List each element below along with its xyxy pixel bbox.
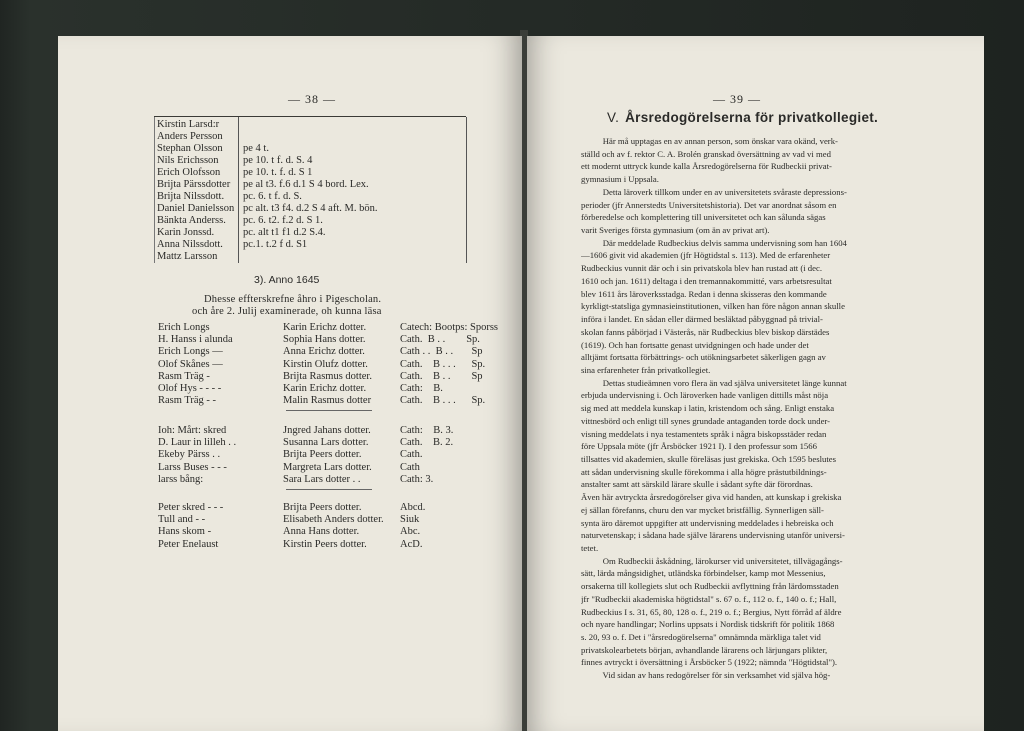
staff-name: Kirstin Larsd:r <box>157 119 220 130</box>
subjects: Cath: 3. <box>400 473 434 485</box>
subjects: Cath . . B . . Sp <box>400 346 483 358</box>
chapter-title <box>607 110 878 125</box>
pupil-name: Susanna Lars dotter. <box>283 437 369 449</box>
text-line: kyrkligt-statsliga gymnasieinstitutionen, vilken han före någon annan skulle <box>581 301 845 312</box>
chapter-roman-numeral: V. <box>607 110 620 125</box>
subjects: Cath. B . . Sp. <box>400 334 480 346</box>
staff-name: Brijta Nilssdott. <box>157 191 225 202</box>
pupil-name: Anna Erichz dotter. <box>283 346 365 358</box>
pupil-name: Kirstin Peers dotter. <box>283 538 367 550</box>
text-line: ett modernt uttryck kunde kalla Årsredogörelserna för Rudbeckii privat- <box>581 161 832 172</box>
parent-name: Larss Buses - - - <box>158 461 227 473</box>
parent-name: Olof Hys - - - - <box>158 383 222 394</box>
text-line: —1606 givit vid akademien (jfr Högtidstal s. 113). Med de erfarenheter <box>581 250 831 261</box>
text-line: Detta läroverk tillkom under en av universitetets svåraste depressions- <box>581 186 847 197</box>
text-line: Här må upptagas en av annan person, som önskar vara okänd, verk- <box>581 136 838 146</box>
text-line: sig med att meddela kunskap i latin, kristendom och sång. Enligt enstaka <box>581 403 835 414</box>
subjects: Abc. <box>400 526 421 538</box>
pupil-name: Margreta Lars dotter. <box>283 461 372 473</box>
staff-name: Stephan Olsson <box>157 143 223 154</box>
text-line: (1619). Och han fortsatte genast utvidgningen och hade under det <box>581 339 809 350</box>
pupil-name: Sara Lars dotter . . <box>283 473 361 485</box>
subjects: Catech: Bootps: Sporss <box>400 322 499 333</box>
parent-name: Peter Enelaust <box>158 538 219 550</box>
left-page <box>58 36 522 731</box>
parent-name: Hans skom - <box>158 526 212 538</box>
text-line: perioder (jfr Annerstedts Universitetshistoria). Det var anordnat såsom en <box>581 199 837 210</box>
staff-info: pe 10. t. f. d. S 1 <box>243 167 313 178</box>
parent-name: Erich Longs — <box>158 346 223 358</box>
subjects: AcD. <box>400 538 423 550</box>
staff-info: pc. alt t1 f1 d.2 S.4. <box>243 227 326 238</box>
pupil-name: Brijta Peers dotter. <box>283 449 362 461</box>
text-line: tillsattes vid akademien, skulle föreläsas just grekiska. Och 1595 beslutes <box>581 453 837 464</box>
group-separator-2 <box>286 489 372 490</box>
text-line: ej sällan förefanns, churu den var mycket bristfällig. Synnerligen säll- <box>581 504 824 515</box>
text-line: införa i landet. En sådan eller därmed besläktad påbyggnad på trivial- <box>581 314 823 325</box>
parent-name: Peter skred - - - <box>158 502 224 513</box>
text-line: visning meddelats i nya testamentets språk i några biskopsstäder redan <box>581 428 827 439</box>
text-line: Där meddelade Rudbeckius delvis samma undervisning som han 1604 <box>581 237 847 248</box>
anno-intro-line-1: Dhesse effterskrefne åhro i Pigescholan. <box>204 294 382 305</box>
text-line: Om Rudbeckii åskådning, lärokurser vid universitetet, tillvägagångs- <box>581 555 843 566</box>
pupil-name: Malin Rasmus dotter <box>283 395 372 407</box>
text-line: varit Sveriges första gymnasium (om än av privat art). <box>581 225 770 236</box>
text-line: erbjuda undervisning i. Och läroverken hade vanligen dittills måst nöja <box>581 390 829 401</box>
subjects: Cath. B . . . Sp. <box>400 358 486 370</box>
anno-heading: 3). Anno 1645 <box>254 274 320 286</box>
parent-name: Ekeby Pärss . . <box>158 449 221 461</box>
table-border-left <box>154 117 155 263</box>
staff-name: Anders Persson <box>157 131 223 142</box>
pupil-name: Brijta Rasmus dotter. <box>283 370 372 382</box>
staff-name: Erich Olofsson <box>157 167 221 178</box>
staff-name: Karin Jonssd. <box>157 227 215 238</box>
text-line: sätt, lärda mångsidighet, utländska förbindelser, kamp mot Messenius, <box>581 568 826 579</box>
text-line: Rudbeckius vunnit där och i sin privatskola blev han rustad att (i dec. <box>581 263 823 274</box>
text-line: blev 1611 års läroverksstadga. Redan i denna skisseras den kommande <box>581 288 827 299</box>
staff-info: pc.1. t.2 f d. S1 <box>243 239 308 250</box>
subjects: Abcd. <box>400 502 426 513</box>
right-page <box>527 36 984 731</box>
pupil-name: Elisabeth Anders dotter. <box>283 514 384 526</box>
text-line: förberedelse och komplettering till universitetet och kan sålunda sägas <box>581 212 826 223</box>
pupil-name: Karin Erichz dotter. <box>283 383 367 394</box>
text-line: alltjämt fortsatta förbättrings- och utökningsarbetet säkerligen gagn av <box>581 352 826 363</box>
page-number-left: — 38 — <box>288 92 336 106</box>
chapter-title-text: Årsredogörelserna för privatkollegiet. <box>625 110 879 125</box>
table-column-divider <box>238 117 239 263</box>
staff-name: Mattz Larsson <box>157 251 218 262</box>
staff-table <box>154 116 466 263</box>
parent-name: H. Hanss i alunda <box>158 334 233 346</box>
pupil-name: Jngred Jahans dotter. <box>283 425 371 436</box>
staff-info: pe 10. t f. d. S. 4 <box>243 155 313 166</box>
subjects: Cath: B. 3. <box>400 425 454 436</box>
staff-name: Brijta Pärssdotter <box>157 179 231 190</box>
text-line: privatskolearbetets början, avhandlande lärarens och lärjungars plikter, <box>581 644 828 655</box>
staff-name: Daniel Danielsson <box>157 203 235 214</box>
text-line: före Uppsala möte (jfr Årsböcker 1921 I). I den professur som 1566 <box>581 441 817 452</box>
subjects: Cath <box>400 461 420 473</box>
subjects: Cath. <box>400 449 423 461</box>
staff-name: Bänkta Anderss. <box>157 215 226 226</box>
staff-info: pe al t3. f.6 d.1 S 4 bord. Lex. <box>243 179 369 190</box>
text-line: naturvetenskap; i sådana hade själve lärarens undervisning utanför universi- <box>581 530 845 541</box>
text-line: vittnesbörd och enligt till synes grundade antaganden torde dock under- <box>581 415 831 426</box>
staff-info: pe 4 t. <box>243 143 269 154</box>
text-line: Dettas studieämnen voro flera än vad själva universitetet länge kunnat <box>581 377 847 388</box>
parent-name: Rasm Träg - <box>158 370 210 382</box>
text-line: Även här avtryckta årsredogörelser giva vid handen, att kunskap i grekiska <box>581 492 842 503</box>
pupil-name: Anna Hans dotter. <box>283 526 360 538</box>
text-line: Rudbeckius I s. 31, 65, 80, 128 o. f., 219 o. f.; Bergius, Nytt förråd af äldre <box>581 606 842 617</box>
text-line: att sådan undervisning skulle förekomma i alla högre prästutbildnings- <box>581 466 827 477</box>
pupil-name: Kirstin Olufz dotter. <box>283 358 368 370</box>
subjects: Cath. B . . Sp <box>400 370 483 382</box>
group-separator-1 <box>286 410 372 411</box>
text-line: finnes avtryckt i översättning i Årsböcker 5 (1922; nämnda "Högtidstal"). <box>581 657 838 668</box>
text-line: jfr "Rudbeckii akademiska högtidstal" s. 67 o. f., 112 o. f., 140 o. f.; Hall, <box>581 593 837 604</box>
pupil-name: Karin Erichz dotter. <box>283 322 367 333</box>
text-line: sina erfarenheter från privatkollegiet. <box>581 364 711 375</box>
text-line: skolan fanns påbörjad i Västerås, när Rudbeckius blev biskop därstädes <box>581 326 830 337</box>
text-line: s. 20, 93 o. f. Det i "årsredogörelserna" omnämnda märkliga talet vid <box>581 632 821 643</box>
parent-name: Rasm Träg - - <box>158 395 217 407</box>
staff-name: Anna Nilssdott. <box>157 239 223 250</box>
text-line: synta äro däremot uppgifter att undervisning meddelades i hebreiska och <box>581 517 834 528</box>
staff-name: Nils Erichsson <box>157 155 219 166</box>
table-border-right <box>466 117 467 263</box>
anno-intro-line-2: och åre 2. Julij examinerade, oh kunna läsa <box>192 306 382 317</box>
page-number-right: — 39 — <box>713 92 761 106</box>
subjects: Cath. B . . . Sp. <box>400 395 486 407</box>
subjects: Siuk <box>400 514 420 526</box>
subjects: Cath. B. 2. <box>400 437 454 449</box>
parent-name: larss bång: <box>158 473 204 485</box>
body-text <box>581 135 937 682</box>
subjects: Cath: B. <box>400 383 443 394</box>
parent-name: Tull and - - <box>158 514 206 526</box>
text-line: ställd och av f. rektor C. A. Brolén granskad översättning av vad vi med <box>581 148 831 159</box>
text-line: Vid sidan av hans redogörelser för sin verksamhet vid själva hög- <box>581 670 831 681</box>
text-line: 1610 och jan. 1611) deltaga i den tremannakommitté, vars arbetsresultat <box>581 275 832 286</box>
parent-name: Olof Skånes — <box>158 358 223 370</box>
staff-info: pc. 6. t2. f.2 d. S 1. <box>243 215 323 226</box>
text-line: tetet. <box>581 543 599 553</box>
parent-name: Ioh: Mårt: skred <box>158 425 227 436</box>
text-line: och nyare handlingar; Norlins uppsats i Nordisk tidskrift för politik 1868 <box>581 619 835 630</box>
pupil-name: Sophia Hans dotter. <box>283 334 366 346</box>
text-line: orsakerna till kollegiets slut och Rudbeckii avflyttning från lärdomsstaden <box>581 581 839 592</box>
pupil-name: Brijta Peers dotter. <box>283 502 362 513</box>
text-line: anstalter samt att särskild lärare skulle i sådant syfte där förordnas. <box>581 479 813 490</box>
parent-name: D. Laur in lilleh . . <box>158 437 237 449</box>
text-line: gymnasium i Uppsala. <box>581 174 659 185</box>
parent-name: Erich Longs <box>158 322 210 333</box>
staff-info: pc alt. t3 f4. d.2 S 4 aft. M. bön. <box>243 203 378 214</box>
staff-info: pc. 6. t f. d. S. <box>243 191 302 202</box>
